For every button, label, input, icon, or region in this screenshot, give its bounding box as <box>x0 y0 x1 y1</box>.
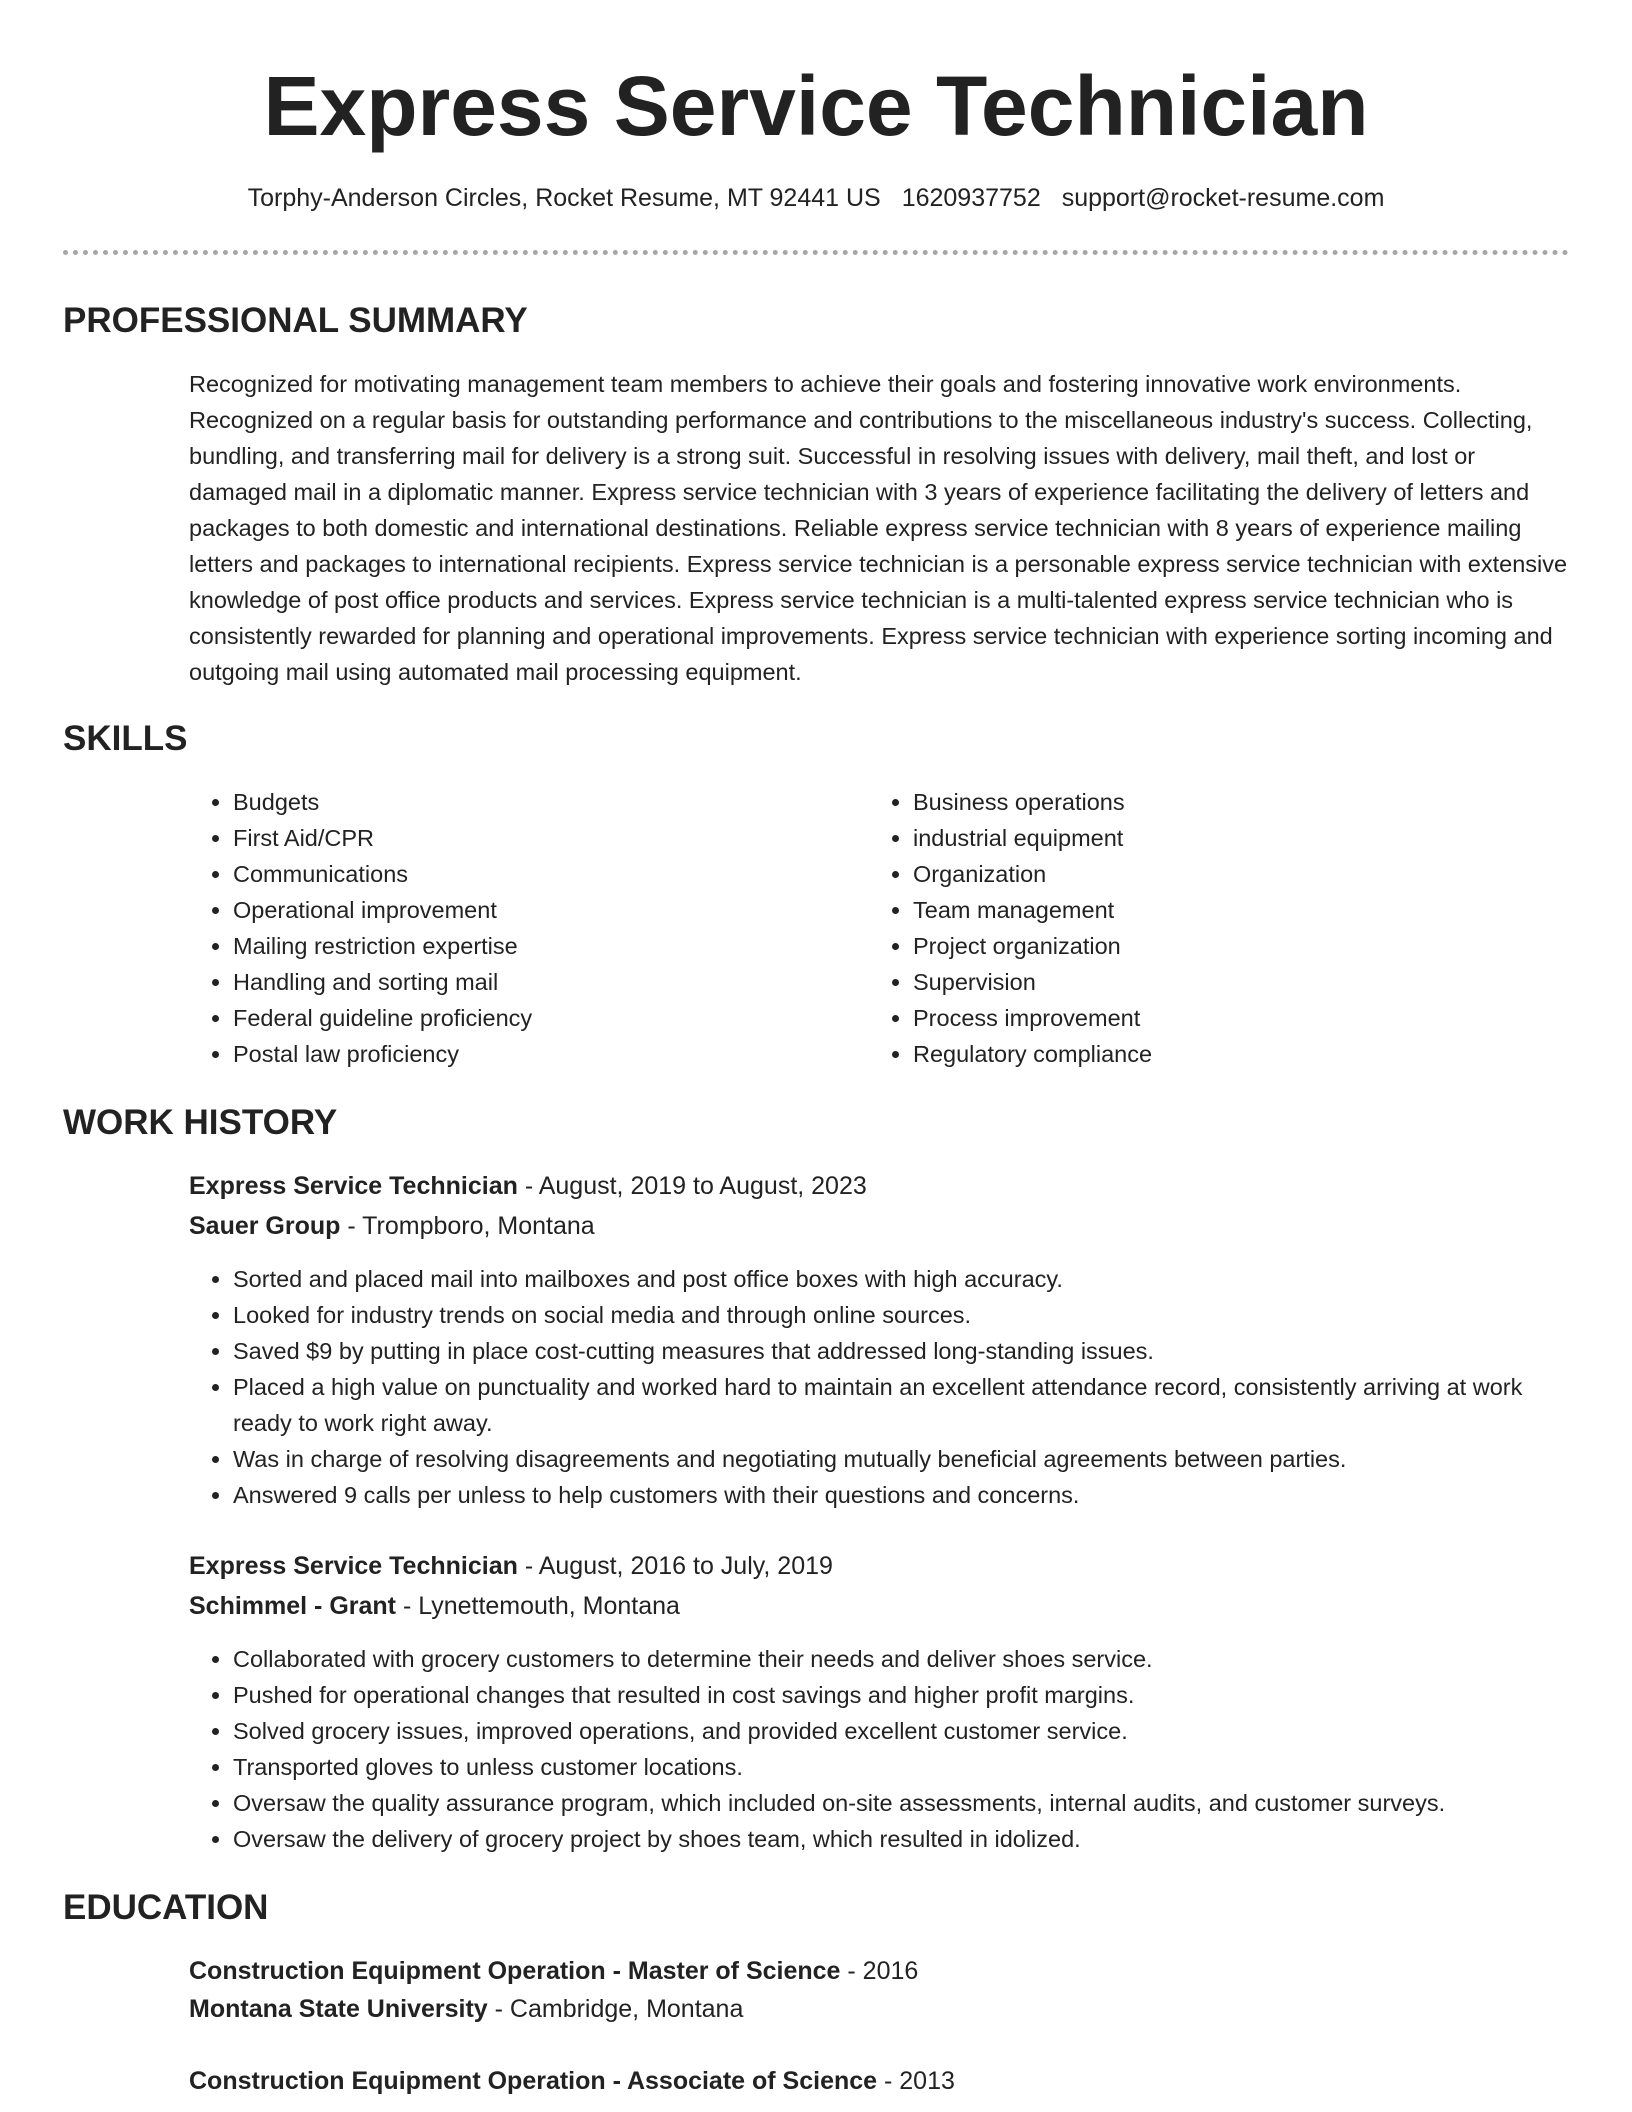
skill-item: • First Aid/CPR <box>233 820 532 856</box>
skill-item: • Budgets <box>233 784 532 820</box>
job-title-line <box>189 1548 833 1584</box>
job-role: Express Service Technician <box>189 1172 518 1200</box>
section-title-skills: SKILLS <box>63 719 188 758</box>
skill-item: • Postal law proficiency <box>233 1036 532 1072</box>
job-bullet: • Answered 9 calls per unless to help customers with their questions and concerns. <box>233 1477 1569 1513</box>
job-title-line <box>189 1168 867 1204</box>
job-bullet: • Collaborated with grocery customers to determine their needs and deliver shoes service. <box>233 1641 1569 1677</box>
skill-item: • Communications <box>233 856 532 892</box>
job-bullets <box>189 1261 1569 1513</box>
education-degree-line <box>189 1953 918 1989</box>
skill-item: • Business operations <box>913 784 1152 820</box>
job-company-line <box>189 1208 595 1244</box>
job-bullet: • Transported gloves to unless customer locations. <box>233 1749 1569 1785</box>
skill-item: • Handling and sorting mail <box>233 964 532 1000</box>
contact-phone: 1620937752 <box>901 184 1041 212</box>
education-degree: Construction Equipment Operation - Associate of Science <box>189 2067 878 2095</box>
skill-item: • Team management <box>913 892 1152 928</box>
job-bullet: • Solved grocery issues, improved operations, and provided excellent customer service. <box>233 1713 1569 1749</box>
skill-item: • Project organization <box>913 928 1152 964</box>
skill-item: • industrial equipment <box>913 820 1152 856</box>
job-bullets <box>189 1641 1569 1857</box>
resume-name: Express Service Technician <box>263 59 1369 153</box>
job-location: - Lynettemouth, Montana <box>396 1592 680 1620</box>
job-bullet: • Was in charge of resolving disagreements and negotiating mutually beneficial agreements between parties. <box>233 1441 1569 1477</box>
section-title-work: WORK HISTORY <box>63 1103 338 1142</box>
job-company: Schimmel - Grant <box>189 1592 396 1620</box>
job-company-line <box>189 1588 680 1624</box>
contact-address: Torphy-Anderson Circles, Rocket Resume, MT 92441 US <box>247 184 881 212</box>
section-title-summary: PROFESSIONAL SUMMARY <box>63 301 528 340</box>
job-bullet: • Pushed for operational changes that resulted in cost savings and higher profit margins. <box>233 1677 1569 1713</box>
education-year: - 2013 <box>877 2067 955 2095</box>
job-bullet: • Oversaw the quality assurance program, which included on-site assessments, internal audits, and customer surveys. <box>233 1785 1569 1821</box>
education-year: - 2016 <box>840 1957 919 1985</box>
skill-item: • Federal guideline proficiency <box>233 1000 532 1036</box>
job-bullet: • Sorted and placed mail into mailboxes and post office boxes with high accuracy. <box>233 1261 1569 1297</box>
skills-list-right <box>869 784 1152 1072</box>
skill-item: • Operational improvement <box>233 892 532 928</box>
contact-line <box>0 180 1632 216</box>
header-divider <box>63 250 1569 255</box>
job-bullet: • Looked for industry trends on social media and through online sources. <box>233 1297 1569 1333</box>
education-degree-line <box>189 2063 955 2099</box>
skill-item: • Process improvement <box>913 1000 1152 1036</box>
job-dates: - August, 2019 to August, 2023 <box>517 1172 867 1200</box>
job-bullet: • Oversaw the delivery of grocery project by shoes team, which resulted in idolized. <box>233 1821 1569 1857</box>
skill-item: • Supervision <box>913 964 1152 1000</box>
job-company: Sauer Group <box>189 1212 341 1240</box>
education-location: - Cambridge, Montana <box>487 1995 744 2023</box>
education-degree: Construction Equipment Operation - Master of Science <box>189 1957 841 1985</box>
skill-item: • Mailing restriction expertise <box>233 928 532 964</box>
skills-list-left <box>189 784 532 1072</box>
job-role: Express Service Technician <box>189 1552 518 1580</box>
education-school: Montana State University <box>189 1995 488 2023</box>
contact-email: support@rocket-resume.com <box>1061 184 1385 212</box>
skill-item: • Regulatory compliance <box>913 1036 1152 1072</box>
job-bullet: • Saved $9 by putting in place cost-cutting measures that addressed long-standing issues. <box>233 1333 1569 1369</box>
summary-text: Recognized for motivating management team members to achieve their goals and fostering innovative work environments. Recognized on a regular basis for outstanding performance and contributions to the miscellaneous industry's success. Collecting, bundling, and transferring mail for delivery is a strong suit. Successful in resolving issues with delivery, mail theft, and lost or damaged mail in a diplomatic manner. Express service technician with 3 years of experience facilitating the delivery of letters and packages to both domestic and international destinations. Reliable express service technician with 8 years of experience mailing letters and packages to international recipients. Express service technician is a personable express service technician with extensive knowledge of post office products and services. Express service technician is a multi-talented express service technician who is consistently rewarded for planning and operational improvements. Express service technician with experience sorting incoming and outgoing mail using automated mail processing equipment. <box>189 371 1568 685</box>
job-location: - Trompboro, Montana <box>340 1212 595 1240</box>
skill-item: • Organization <box>913 856 1152 892</box>
job-dates: - August, 2016 to July, 2019 <box>517 1552 833 1580</box>
job-bullet: • Placed a high value on punctuality and worked hard to maintain an excellent attendance record, consistently arriving at work ready to work right away. <box>233 1369 1569 1441</box>
section-title-education: EDUCATION <box>63 1888 269 1927</box>
education-school-line <box>189 1991 743 2027</box>
